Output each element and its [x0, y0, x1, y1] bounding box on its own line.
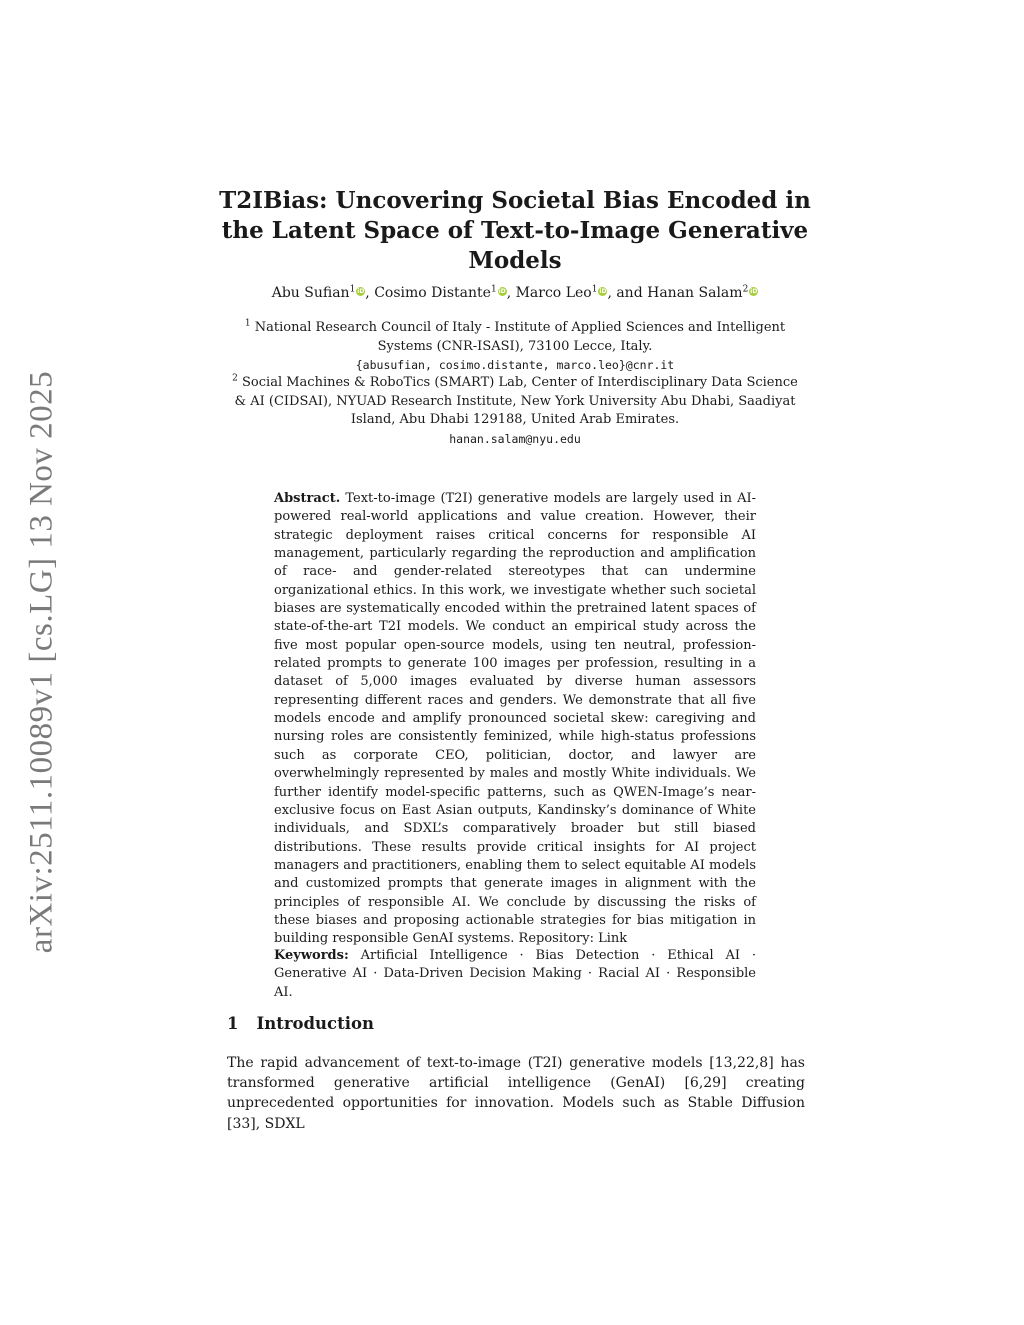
- author-affiliation-mark: 1: [490, 284, 497, 295]
- abstract: [274, 490, 756, 949]
- affiliation-1: [230, 319, 800, 376]
- section-title: Introduction: [256, 1014, 374, 1033]
- author-separator: ,: [365, 285, 375, 301]
- author-name: Abu Sufian: [271, 285, 350, 301]
- keywords-label: Keywords:: [274, 948, 349, 963]
- orcid-icon[interactable]: iD: [750, 288, 758, 295]
- arxiv-identifier-stamp: arXiv:2511.10089v1 [cs.LG] 13 Nov 2025: [23, 370, 60, 954]
- orcid-icon[interactable]: iD: [498, 288, 506, 295]
- orcid-icon[interactable]: iD: [599, 288, 607, 295]
- author-name: Hanan Salam: [647, 285, 743, 301]
- author-affiliation-mark: 2: [742, 284, 749, 295]
- paper-title: T2IBias: Uncovering Societal Bias Encoded in the Latent Space of Text-to-Image Generative Models: [219, 187, 811, 274]
- affiliation-text: National Research Council of Italy - Institute of Applied Sciences and Intelligent Systems (CNR-ISASI), 73100 Lecce, Italy.: [254, 320, 786, 354]
- affiliation-2: [230, 374, 800, 449]
- affiliation-text: Social Machines & RoboTics (SMART) Lab, Center of Interdisciplinary Data Science & AI (CIDSAI), NYUAD Research Institute, New York University Abu Dhabi, Saadiyat Island, Abu Dhabi 129188, United Arab Emirates.: [234, 375, 798, 427]
- affiliation-email[interactable]: {abusufian, cosimo.distante, marco.leo}@cnr.it: [355, 358, 675, 372]
- abstract-label: Abstract.: [274, 491, 341, 506]
- author-separator: ,: [506, 285, 516, 301]
- keywords-text: Artificial Intelligence · Bias Detection · Ethical AI · Generative AI · Data-Driven Decision Making · Racial AI · Responsible AI.: [274, 948, 756, 1000]
- affiliation-email[interactable]: hanan.salam@nyu.edu: [449, 431, 581, 446]
- affiliation-mark: 2: [232, 373, 238, 384]
- keywords: [274, 947, 756, 1002]
- author-separator: , and: [607, 285, 648, 301]
- orcid-icon[interactable]: iD: [357, 288, 365, 295]
- author-list: [200, 284, 830, 302]
- author-name: Cosimo Distante: [374, 285, 491, 301]
- affiliation-mark: 1: [244, 318, 251, 329]
- introduction-paragraph: The rapid advancement of text-to-image (T2I) generative models [13,22,8] has transformed generative artificial intelligence (GenAI) [6,29] creating unprecedented opportunities for innovation. Models such as Stable Diffusion [33], SDXL: [227, 1055, 805, 1132]
- section-number: 1: [227, 1014, 239, 1033]
- author-affiliation-mark: 1: [349, 284, 356, 295]
- abstract-text: Text-to-image (T2I) generative models are largely used in AI-powered real-world applications and value creation. However, their strategic deployment raises critical concerns for responsible AI management, particularly regarding the reproduction and amplification of race- and gender-related stereotypes that can undermine organizational ethics. In this work, we investigate whether such societal biases are systematically encoded within the pretrained latent spaces of state-of-the-art T2I models. We conduct an empirical study across the five most popular open-source models, using ten neutral, profession-related prompts to generate 100 images per profession, resulting in a dataset of 5,000 images evaluated by diverse human assessors representing different races and genders. We demonstrate that all five models encode and amplify pronounced societal skew: caregiving and nursing roles are consistently feminized, while high-status professions such as corporate CEO, politician, doctor, and lawyer are overwhelmingly represented by males and mostly White individuals. We further identify model-specific patterns, such as QWEN-Image’s near-exclusive focus on East Asian outputs, Kandinsky’s dominance of White individuals, and SDXL’s comparatively broader but still biased distributions. These results provide critical insights for AI project managers and practitioners, enabling them to select equitable AI models and customized prompts that generate images in alignment with the principles of responsible AI. We conclude by discussing the risks of these biases and proposing actionable strategies for bias mitigation in building responsible GenAI systems. Repository: Link: [274, 491, 757, 947]
- author-name: Marco Leo: [515, 285, 592, 301]
- author-affiliation-mark: 1: [591, 284, 598, 295]
- section-heading-introduction: [227, 1014, 374, 1033]
